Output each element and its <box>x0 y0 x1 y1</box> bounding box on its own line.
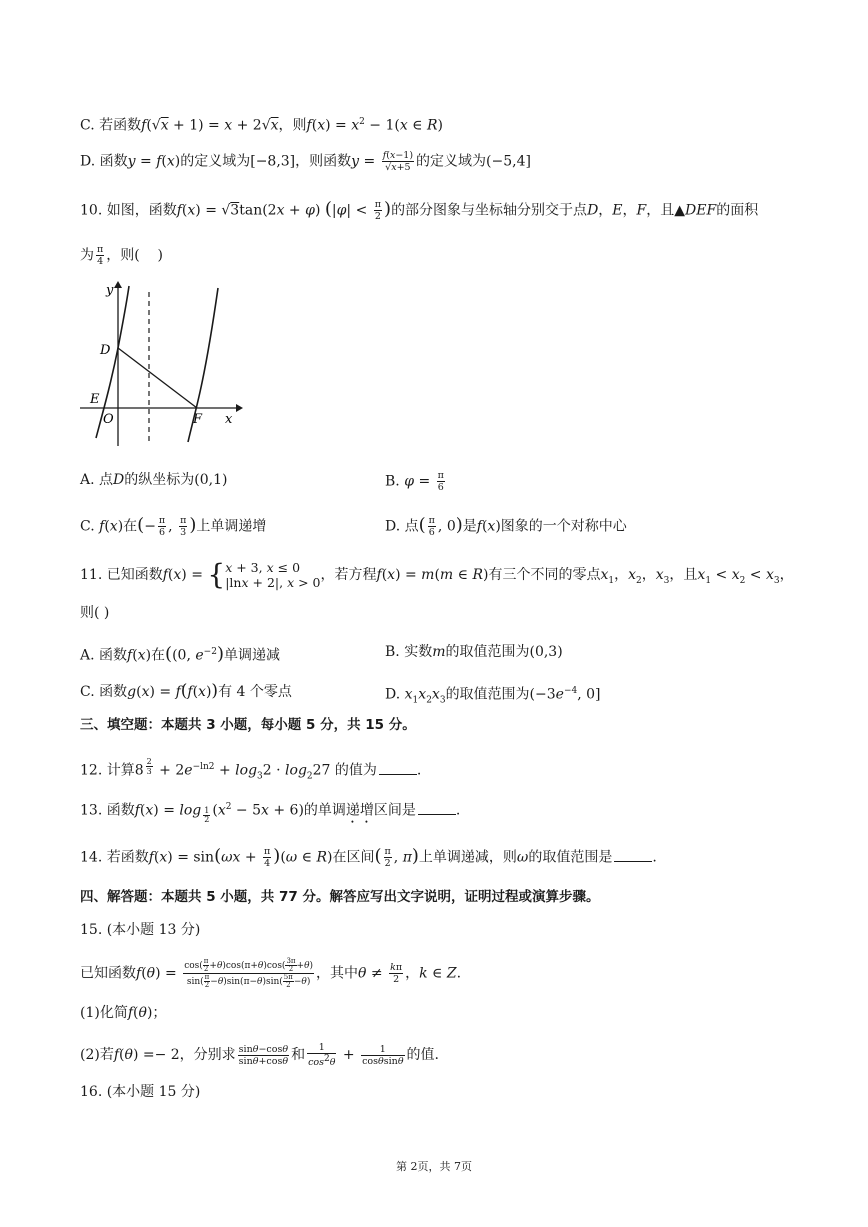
q10-option-c: C. f(x)在(− $\frac{\pi}{6}$ , $\frac{\pi}{3}$ )上单调递增 <box>80 514 267 538</box>
q12: 12. 计算8 $^{\frac{2}{3}}$ + $2e^{-ln2} + \log_32 \cdot \log_227$ 的值为 . <box>80 757 422 782</box>
q10-stem: 10. 如图，函数f(x) = √3tan(2x + φ) (|φ| < $\frac{\pi}{2}$ )的部分图象与坐标轴分别交于点D，E，F，且▲DEF的面积 <box>80 198 759 222</box>
q11-stem-line2-text: 则( ) <box>80 605 110 621</box>
q10-option-d: D. 点( $\frac{\pi}{6}$ , 0)是f(x)图象的一个对称中心 <box>385 514 627 538</box>
q11-option-c: C. 函数g(x) = f(f(x))有 4 个零点 <box>80 681 292 701</box>
q16-header: 16. (本小题 15 分) <box>80 1084 201 1100</box>
q9-option-d: D. 函数y = f(x)的定义域为[−8,3]，则函数y = $\frac{f(x-1)}{√x+5}$ 的定义域为(−5,4] <box>80 150 531 173</box>
q9-option-c: C. 若函数f(√x + 1) = x + 2√x，则$f(x) = x^2 - 1(x$ ∈ R) <box>80 117 444 134</box>
q11-option-d: D. $x_1x_2x_3$的取值范围为($-3e^{-4}$, 0] <box>385 686 601 706</box>
x-axis-arrow <box>236 404 243 412</box>
q15-part1: (1)化简f(θ)； <box>80 1005 167 1021</box>
section-3-heading: 三、填空题：本题共 3 小题，每小题 5 分，共 15 分。 <box>80 717 416 733</box>
q10-option-b: B. φ = $\frac{\pi}{6}$ <box>385 470 444 493</box>
label-x: x <box>225 412 233 427</box>
y-axis-arrow <box>114 281 122 288</box>
q15-part2: (2)若f(θ) =− 2，分别求 $\frac{\sin\theta-\cos\theta}{\sin\theta+\cos\theta}$ 和 $\frac{1}{\cos^2\theta}$ + $\frac{1}{\cos\theta\sin\theta}$ 的值. <box>80 1042 439 1069</box>
q14: 14. 若函数f(x) = sin(ωx + $\frac{\pi}{4}$ )(ω ∈ R)在区间( $\frac{\pi}{2}$ , π)上单调递减，则ω的取值范围是 . <box>80 845 657 869</box>
label-o: O <box>103 412 114 427</box>
label-f: F <box>193 412 203 427</box>
q15-given: 已知函数f(θ) = cos( $\frac{\pi}{2}$ +θ)cos(π+θ)cos( $\frac{3\pi}{2}$ +θ) sin( $\frac{\pi}{2}$ −θ)sin(π−θ)sin( $\frac{5\pi}{2}$ −θ) ，其中θ ≠ $\frac{k\pi}{2}$ ，k ∈ Z. <box>80 957 462 989</box>
page-footer: 第 2页，共 7页 <box>396 1160 472 1173</box>
q10-option-a: A. 点D的纵坐标为(0,1) <box>80 472 228 488</box>
section-4-heading: 四、解答题：本题共 5 小题，共 77 分。解答应写出文字说明，证明过程或演算步骤。 <box>80 889 600 905</box>
q13: 13. 函数f(x) = log $_{\frac{1}{2}}$ $(x^2 - 5x + 6)$的单调递增区间是 . <box>80 802 461 825</box>
label-y: y <box>106 283 114 298</box>
q10-stem-line2: 为 $\frac{\pi}{4}$ ，则( ) <box>80 244 163 267</box>
label-e: E <box>90 392 100 407</box>
label-d: D <box>100 343 111 358</box>
q10-graph <box>78 280 243 450</box>
q11-option-b: B. 实数m的取值范围为(0,3) <box>385 644 563 660</box>
segment-df <box>118 348 197 408</box>
q11-stem: 11. 已知函数f(x) = { x + 3, x ≤ 0 |lnx + 2|, x > 0 ，若方程f(x) = m(m ∈ R)有三个不同的零点$x_1$，$x_2$，$x_3$，且$x_1 < x_2 < x_3$， <box>80 558 794 591</box>
q15-header: 15. (本小题 13 分) <box>80 922 201 938</box>
q11-stem-line2 <box>80 603 109 623</box>
q11-option-a: A. 函数f(x)在((0, $e^{-2}$)单调递减 <box>80 643 280 665</box>
